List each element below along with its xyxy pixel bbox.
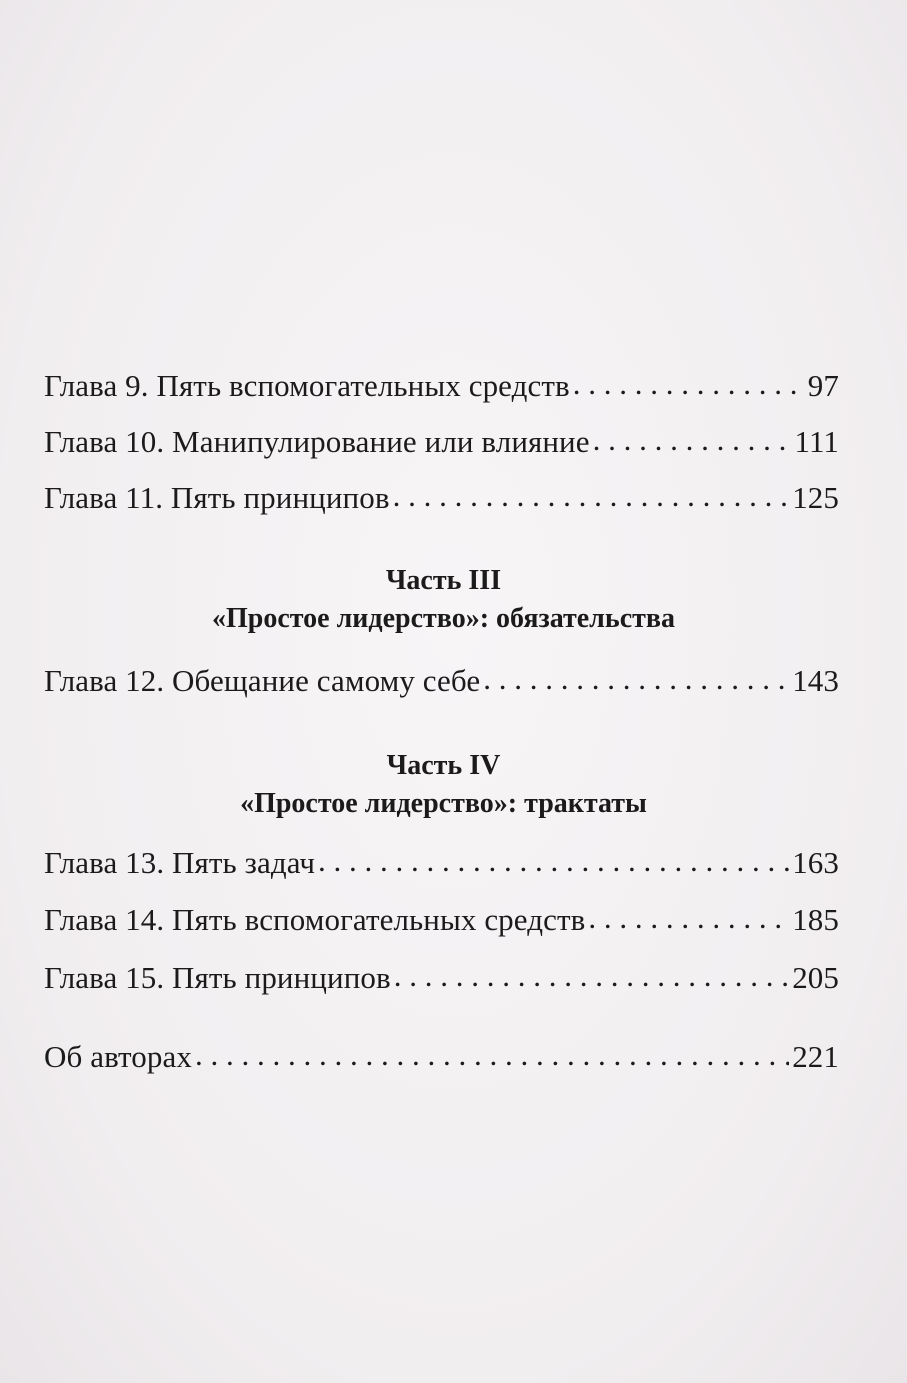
- toc-entry-chapter-14: [44, 902, 839, 938]
- toc-entry-chapter-9: [44, 368, 839, 404]
- toc-entry-page: 143: [792, 663, 839, 698]
- toc-entry-chapter-10: [44, 424, 839, 460]
- dot-leader: [318, 843, 789, 879]
- toc-entry-chapter-11: [44, 480, 839, 516]
- part-3-subtitle: «Простое лидерство»: обязательства: [211, 603, 675, 634]
- toc-entry-page: 205: [792, 960, 839, 995]
- toc-entry-chapter-15: [44, 960, 839, 996]
- part-3-label: Часть III: [385, 565, 502, 596]
- dot-leader: [593, 422, 792, 458]
- toc-entry-page: 163: [792, 845, 839, 880]
- part-4-label: Часть IV: [386, 750, 501, 781]
- show-through-text: [0, 72, 907, 106]
- toc-entry-about-authors: [44, 1039, 839, 1075]
- dot-leader: [394, 958, 789, 994]
- toc-entry-page: 185: [792, 902, 839, 937]
- toc-entry-title: Глава 15. Пять принципов: [44, 960, 391, 995]
- toc-entry-title: Глава 13. Пять задач: [44, 845, 316, 880]
- toc-entry-chapter-12: [44, 663, 839, 699]
- toc-entry-title: Глава 12. Обещание самому себе: [44, 663, 481, 698]
- toc-entry-title: Глава 14. Пять вспомогательных средств: [44, 902, 586, 937]
- dot-leader: [393, 478, 790, 514]
- dot-leader: [483, 661, 789, 697]
- toc-entry-page: 97: [807, 368, 839, 403]
- dot-leader: [588, 900, 789, 936]
- toc-entry-page: 221: [792, 1039, 839, 1074]
- toc-entry-title: Глава 11. Пять принципов: [44, 480, 390, 515]
- toc-entry-title: Глава 9. Пять вспомогательных средств: [44, 368, 570, 403]
- toc-entry-page: 111: [794, 424, 839, 459]
- toc-entry-title: Глава 10. Манипулирование или влияние: [44, 424, 590, 459]
- dot-leader: [195, 1037, 789, 1073]
- toc-entry-page: 125: [792, 480, 839, 515]
- dot-leader: [573, 366, 805, 402]
- toc-entry-chapter-13: [44, 845, 839, 881]
- part-4-subtitle: «Простое лидерство»: трактаты: [240, 788, 647, 819]
- toc-entry-title: Об авторах: [44, 1039, 192, 1074]
